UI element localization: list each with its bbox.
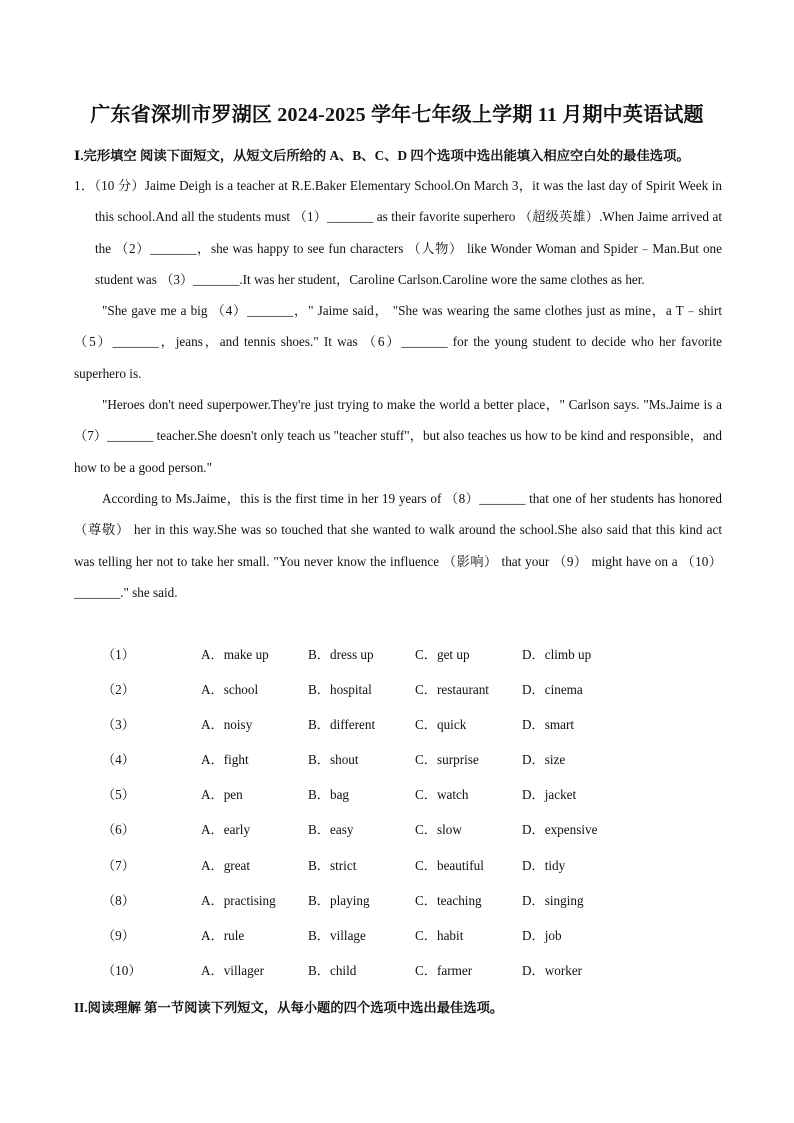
option-row [74, 887, 724, 922]
question-number: （3） [102, 717, 135, 733]
option-b[interactable]: B．bag [308, 787, 350, 803]
passage-paragraph-4: According to Ms.Jaime，this is the first time in her 19 years of （8）_______ that one of her students has honored （尊敬） her in this way.She was so touched that she wanted to walk around the school.She also said that this kind act was telling her not to take her small. "You never know the influence （影响） that your （9） might have on a （10）_______." she said. [74, 490, 722, 600]
option-d[interactable]: D．singing [522, 892, 584, 908]
option-b[interactable]: B．different [308, 717, 376, 733]
option-c[interactable]: C．surprise [415, 752, 479, 768]
option-c[interactable]: C．get up [415, 647, 470, 662]
option-row [74, 922, 724, 957]
option-b[interactable]: B．easy [308, 822, 354, 838]
question-number: （7） [102, 857, 135, 873]
option-b[interactable]: B．hospital [308, 682, 372, 698]
option-c[interactable]: C．beautiful [415, 857, 484, 873]
question-number: （2） [102, 682, 135, 698]
option-d[interactable]: D．jacket [522, 787, 577, 803]
option-b[interactable]: B．playing [308, 892, 370, 908]
option-b[interactable]: B．shout [308, 752, 359, 768]
option-a[interactable]: A．pen [201, 787, 243, 803]
passage-paragraph-2: "She gave me a big （4）_______，" Jaime said， "She was wearing the same clothes just as mine，a T﹣shirt（5）_______，jeans，and tennis shoes." It was （6）_______ for the young student to decide who her favorite superhero is. [74, 303, 722, 381]
question-number: （10） [102, 962, 142, 978]
option-c[interactable]: C．slow [415, 822, 462, 838]
question-number: （5） [102, 787, 135, 803]
option-b[interactable]: B．village [308, 927, 366, 943]
options-table [74, 641, 724, 992]
option-a[interactable]: A．great [201, 857, 251, 873]
option-c[interactable]: C．farmer [415, 962, 473, 978]
option-a[interactable]: A．practising [201, 892, 276, 908]
option-d[interactable]: D．smart [522, 717, 575, 733]
option-row [74, 641, 724, 676]
option-c[interactable]: C．restaurant [415, 682, 489, 698]
passage-paragraph-3: "Heroes don't need superpower.They're just trying to make the world a better place，" Carlson says. "Ms.Jaime is a （7）_______ teacher.She doesn't only teach us "teacher stuff"，but also teaches us how to be kind and responsible，and how to be a good person." [74, 397, 722, 475]
option-a[interactable]: A．school [201, 682, 259, 698]
option-row [74, 676, 724, 711]
option-c[interactable]: C．teaching [415, 892, 482, 908]
exam-title: 广东省深圳市罗湖区 2024-2025 学年七年级上学期 11 月期中英语试题 [90, 104, 704, 126]
option-a[interactable]: A．noisy [201, 717, 253, 733]
section-2-heading: II.阅读理解 第一节阅读下列短文，从每小题的四个选项中选出最佳选项。 [74, 1000, 504, 1015]
option-row [74, 816, 724, 851]
option-c[interactable]: C．watch [415, 787, 469, 803]
option-row [74, 781, 724, 816]
option-d[interactable]: D．expensive [522, 822, 598, 838]
option-b[interactable]: B．strict [308, 857, 357, 873]
question-number: （4） [102, 752, 135, 768]
option-c[interactable]: C．quick [415, 717, 467, 733]
option-b[interactable]: B．dress up [308, 647, 374, 662]
question-number: （1） [102, 647, 135, 662]
question-number: （8） [102, 892, 135, 908]
option-d[interactable]: D．tidy [522, 857, 566, 873]
option-a[interactable]: A．make up [201, 647, 269, 662]
option-row [74, 852, 724, 887]
option-b[interactable]: B．child [308, 962, 357, 978]
option-d[interactable]: D．climb up [522, 647, 592, 662]
option-d[interactable]: D．worker [522, 962, 583, 978]
question-number: （9） [102, 927, 135, 943]
question-number: （6） [102, 822, 135, 838]
option-d[interactable]: D．size [522, 752, 566, 768]
cloze-passage [74, 170, 722, 608]
option-c[interactable]: C．habit [415, 927, 464, 943]
option-row [74, 746, 724, 781]
option-d[interactable]: D．cinema [522, 682, 583, 698]
option-row [74, 957, 724, 992]
option-a[interactable]: A．fight [201, 752, 249, 768]
passage-paragraph-1: 1．（10 分）Jaime Deigh is a teacher at R.E.Baker Elementary School.On March 3，it was the last day of Spirit Week in this school.And all the students must （1）_______ as their favorite superhero （超级英雄）.When Jaime arrived at the （2）_______，she was happy to see fun characters （人物） like Wonder Woman and Spider﹣Man.But one student was （3）_______.It was her student，Caroline Carlson.Caroline wore the same clothes as her. [74, 178, 722, 287]
option-a[interactable]: A．villager [201, 962, 264, 978]
option-d[interactable]: D．job [522, 927, 562, 943]
option-a[interactable]: A．early [201, 822, 251, 838]
option-row [74, 711, 724, 746]
section-1-heading: Ⅰ.完形填空 阅读下面短文，从短文后所给的 A、B、C、D 四个选项中选出能填入相应空白处的最佳选项。 [74, 148, 690, 163]
option-a[interactable]: A．rule [201, 927, 245, 943]
